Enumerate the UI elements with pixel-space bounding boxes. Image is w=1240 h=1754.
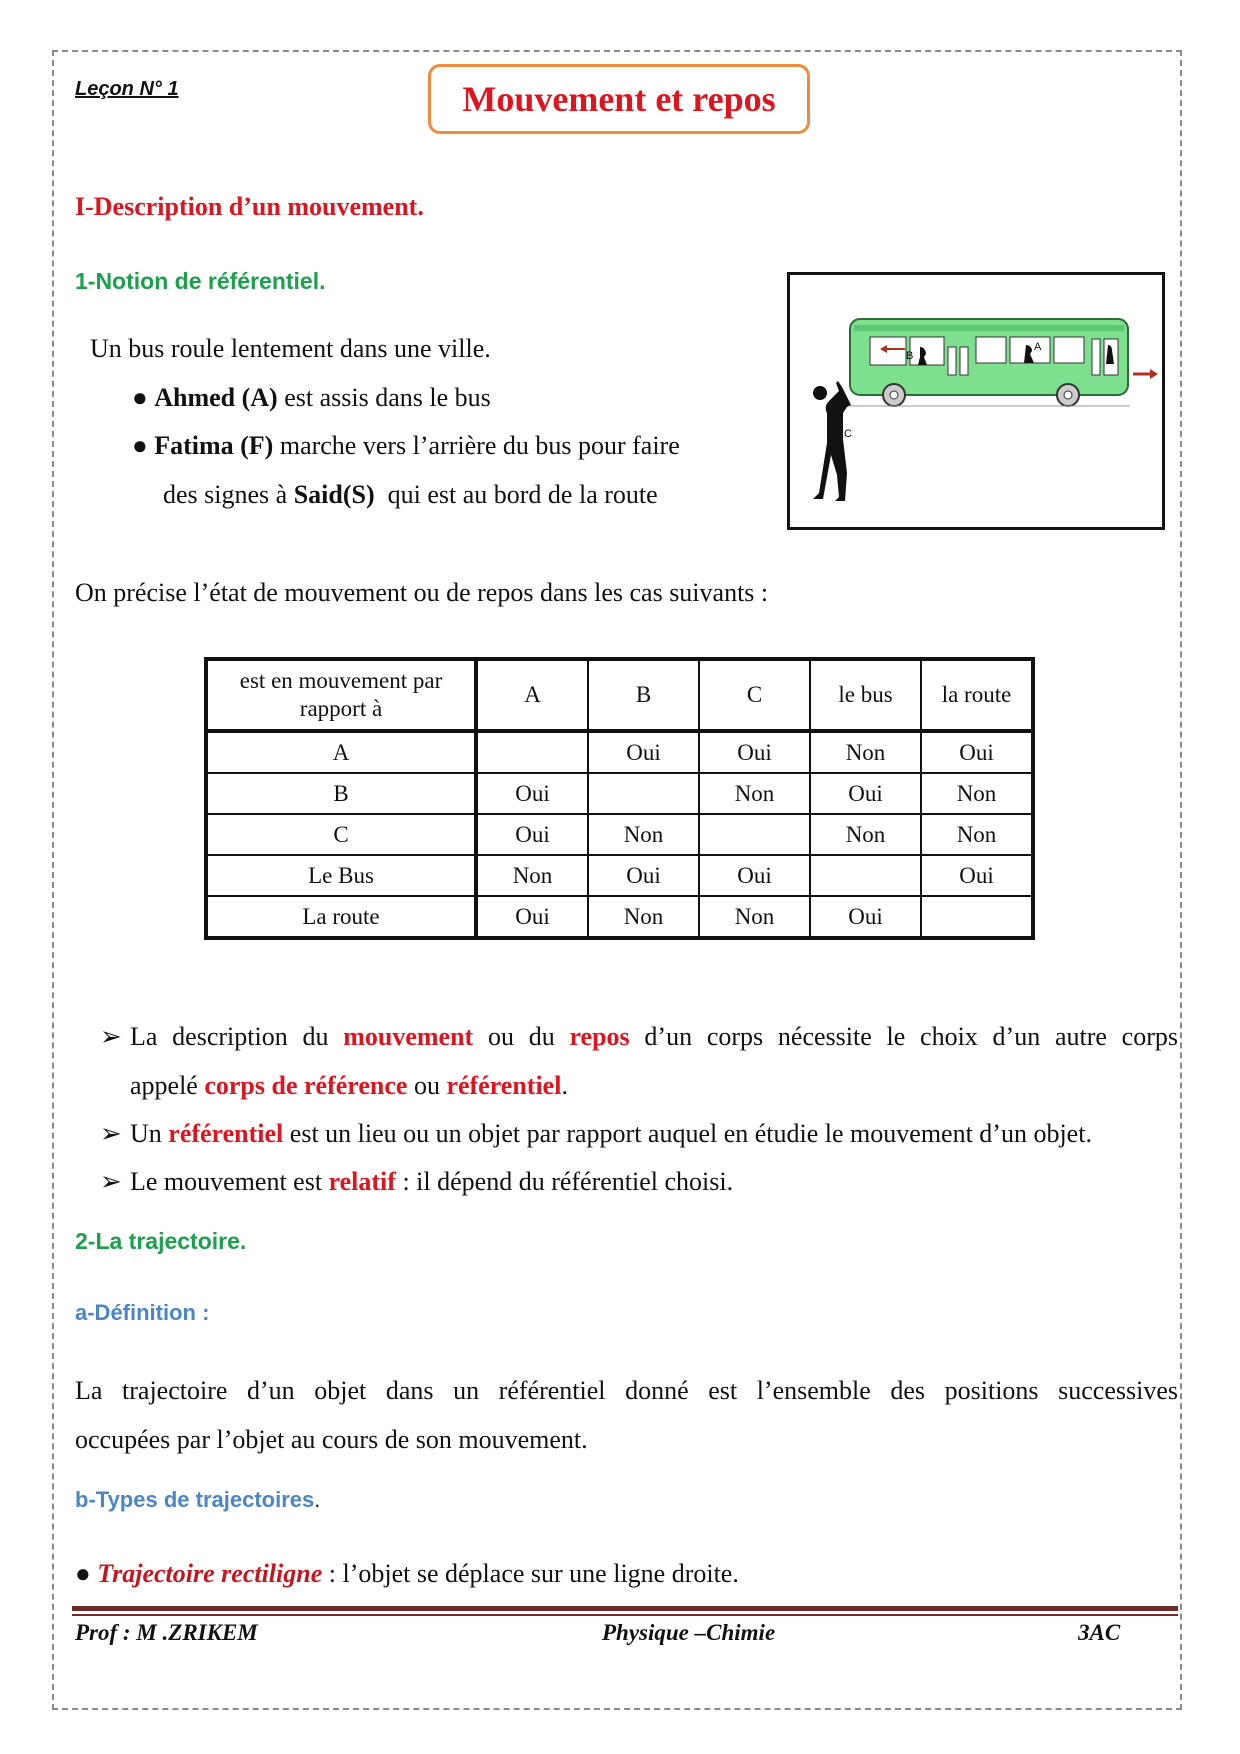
table-cell: Oui — [699, 855, 810, 896]
table-cell: Oui — [476, 814, 588, 855]
subsection-heading-trajectoire: 2-La trajectoire. — [75, 1228, 247, 1254]
bullet-dot: ● — [75, 1559, 91, 1588]
note-text: La description du — [130, 1022, 344, 1051]
table-header-row — [206, 659, 1033, 731]
table-cell: Oui — [921, 731, 1033, 773]
bus-window — [976, 337, 1006, 363]
ahmed-text: est assis dans le bus — [277, 383, 491, 412]
types-heading-text: b-Types de trajectoires — [75, 1487, 315, 1512]
table-row — [206, 855, 1033, 896]
table-cell — [588, 773, 699, 814]
footer-prof: Prof : M .ZRIKEM — [75, 1620, 258, 1645]
bus-door-panel — [960, 347, 968, 375]
table-col-header: A — [476, 659, 588, 731]
intro-text: Un bus roule lentement dans une ville. — [90, 334, 491, 363]
table-col-header: B — [588, 659, 699, 731]
table-row-header: C — [206, 814, 476, 855]
fatima-line2-pre: des signes à — [163, 480, 294, 509]
note-referentiel-definition — [100, 1109, 1178, 1158]
bus-hubcap — [890, 391, 898, 399]
table-row — [206, 773, 1033, 814]
note-arrow: ➢ — [100, 1167, 122, 1196]
table-corner-header: est en mouvement par rapport à — [206, 659, 476, 731]
note-text: . — [561, 1071, 568, 1100]
said-name: Said(S) — [293, 480, 375, 509]
note-description-line1 — [100, 1012, 1178, 1061]
ahmed-name: Ahmed (A) — [154, 383, 278, 412]
bus-window — [910, 337, 944, 365]
subsection-heading-referentiel: 1-Notion de référentiel. — [75, 268, 326, 294]
table-row — [206, 814, 1033, 855]
lesson-number: Leçon N° 1 — [75, 78, 179, 100]
table-col-header: la route — [921, 659, 1033, 731]
table-row-header: B — [206, 773, 476, 814]
table-cell: Oui — [588, 855, 699, 896]
note-text: appelé — [130, 1071, 205, 1100]
footer-subject: Physique –Chimie — [602, 1620, 776, 1645]
bus-scene-svg — [790, 275, 1162, 527]
table-row-header: A — [206, 731, 476, 773]
table-row — [206, 896, 1033, 938]
table-cell: Non — [699, 896, 810, 938]
table-row-header: La route — [206, 896, 476, 938]
table-cell: Oui — [810, 773, 921, 814]
note-text: Le mouvement est — [130, 1167, 329, 1196]
definition-heading: a-Définition : — [75, 1300, 210, 1325]
table-cell: Non — [810, 814, 921, 855]
table-row — [206, 731, 1033, 773]
definition-line2: occupées par l’objet au cours de son mouvement. — [75, 1425, 588, 1454]
table-cell: Oui — [588, 731, 699, 773]
table-cell: Oui — [921, 855, 1033, 896]
table-cell: Non — [921, 814, 1033, 855]
table-cell: Non — [921, 773, 1033, 814]
note-text: : il dépend du référentiel choisi. — [395, 1167, 734, 1196]
table-cell: Oui — [699, 731, 810, 773]
keyword-referentiel: référentiel — [168, 1119, 284, 1148]
note-arrow: ➢ — [100, 1022, 122, 1051]
note-description-line2 — [130, 1061, 1208, 1110]
keyword-referentiel: référentiel — [446, 1071, 562, 1100]
table-cell — [476, 731, 588, 773]
keyword-mouvement: mouvement — [343, 1022, 474, 1051]
keyword-relatif: relatif — [328, 1167, 396, 1196]
table-cell — [699, 814, 810, 855]
note-text: ou — [407, 1071, 447, 1100]
keyword-corps-de-reference: corps de référence — [204, 1071, 408, 1100]
note-text: Un — [130, 1119, 169, 1148]
person-c-head — [813, 386, 827, 400]
bus-window — [1054, 337, 1084, 363]
footer-level: 3AC — [1078, 1620, 1121, 1645]
table-row-header: Le Bus — [206, 855, 476, 896]
footer-rule-thick — [72, 1606, 1178, 1611]
note-arrow: ➢ — [100, 1119, 122, 1148]
bullet-rectiligne — [75, 1557, 739, 1591]
table-col-header: C — [699, 659, 810, 731]
table-cell: Non — [699, 773, 810, 814]
note-relatif — [100, 1157, 1178, 1206]
fatima-line2-post: qui est au bord de la route — [374, 480, 658, 509]
precise-text: On précise l’état de mouvement ou de repos dans les cas suivants : — [75, 578, 769, 607]
keyword-trajectoire-rectiligne: Trajectoire rectiligne — [97, 1559, 323, 1588]
types-heading-dot: . — [314, 1487, 321, 1512]
label-b: B — [906, 350, 914, 362]
bullet-ahmed: ● Ahmed (A) est assis dans le bus — [132, 383, 491, 412]
page-title-box — [428, 64, 810, 134]
table-cell: Oui — [476, 773, 588, 814]
table-cell — [921, 896, 1033, 938]
bullet-fatima: ● Fatima (F) marche vers l’arrière du bus pour faire — [132, 431, 680, 460]
note-text: d’un corps nécessite le choix d’un autre corps — [629, 1022, 1178, 1051]
page-title: Mouvement et repos — [462, 79, 776, 119]
table-cell: Oui — [476, 896, 588, 938]
bus-roof-stripe — [854, 325, 1124, 331]
note-text: ou du — [473, 1022, 570, 1051]
section-heading-description: I-Description d’un mouvement. — [75, 192, 424, 221]
fatima-name: Fatima (F) — [154, 431, 274, 460]
table-cell: Non — [588, 896, 699, 938]
types-heading — [75, 1487, 320, 1513]
bus-window — [870, 337, 906, 365]
motion-table — [204, 657, 1035, 940]
fatima-line2 — [163, 478, 658, 512]
rectiligne-text: : l’objet se déplace sur une ligne droite. — [322, 1559, 739, 1588]
footer-rule-thin — [72, 1614, 1178, 1616]
bus-hubcap — [1064, 391, 1072, 399]
bus-illustration — [787, 272, 1165, 530]
table-cell: Non — [810, 731, 921, 773]
bus-door-panel — [1092, 339, 1100, 375]
label-c: C — [844, 428, 852, 440]
keyword-repos: repos — [569, 1022, 630, 1051]
note-text: est un lieu ou un objet par rapport auquel en étudie le mouvement d’un objet. — [283, 1119, 1092, 1148]
table-col-header: le bus — [810, 659, 921, 731]
definition-line1: La trajectoire d’un objet dans un référentiel donné est l’ensemble des positions successives — [75, 1376, 1178, 1405]
table-cell: Non — [588, 814, 699, 855]
table-cell: Non — [476, 855, 588, 896]
arrow-forward-head — [1150, 369, 1158, 379]
table-cell: Oui — [810, 896, 921, 938]
fatima-text: marche vers l’arrière du bus pour faire — [273, 431, 680, 460]
label-a: A — [1034, 341, 1042, 353]
table-cell — [810, 855, 921, 896]
bus-door-panel — [948, 347, 956, 375]
